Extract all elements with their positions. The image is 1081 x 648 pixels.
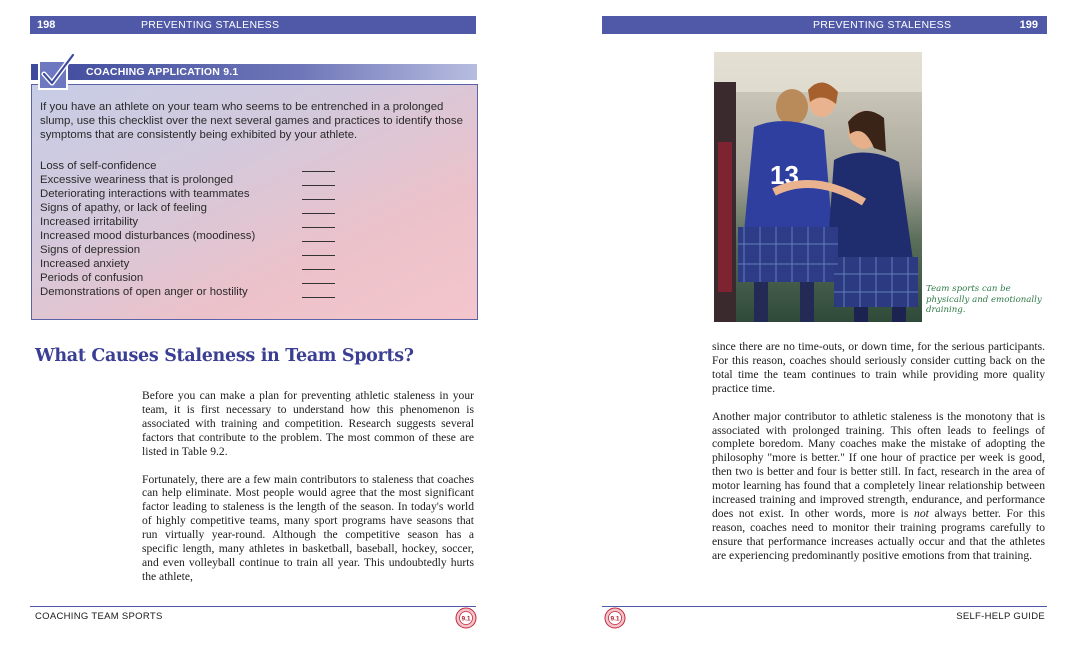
left-body-text <box>142 389 474 598</box>
checklist-item: Deteriorating interactions with teammates <box>40 187 340 201</box>
answer-blank <box>302 297 335 298</box>
left-page <box>30 0 500 648</box>
application-title: COACHING APPLICATION 9.1 <box>86 66 239 78</box>
application-intro: If you have an athlete on your team who seems to be entrenched in a prolonged slump, use this checklist over the next several games and practices to identify those symptoms that are consistently being exhibited by your athlete. <box>40 101 463 141</box>
checklist-item: Demonstrations of open anger or hostility <box>40 285 340 299</box>
checklist-item: Signs of apathy, or lack of feeling <box>40 201 340 215</box>
checkmark-box-icon <box>36 52 76 92</box>
answer-blank <box>302 199 335 200</box>
checklist-item: Excessive weariness that is prolonged <box>40 173 340 187</box>
paragraph: since there are no time-outs, or down time, for the serious participants. For this reason, coaches should seriously consider cutting back on the total time the team continues to train while providing more quality practice time. <box>712 340 1045 395</box>
answer-blank <box>302 241 335 242</box>
chapter-seal-icon <box>455 607 477 629</box>
chapter-seal-icon <box>604 607 626 629</box>
answer-blank <box>302 283 335 284</box>
answer-blank <box>302 213 335 214</box>
right-page-number: 199 <box>1019 19 1038 31</box>
coaching-application-box <box>31 84 478 320</box>
checklist-item: Increased anxiety <box>40 257 340 271</box>
right-footer: SELF-HELP GUIDE <box>956 611 1045 622</box>
paragraph: Another major contributor to athletic staleness is the monotony that is associated with prolonged training. This often leads to feelings of complete boredom. Many coaches make the mistake of adopting the philosophy "more is better." If one hour of practice per week is good, then two is better and four is better still. In fact, research in the area of motor learning has found that a completely linear relationship between increased training and improved strength, endurance, and performance does not exist. In other words, more is not always better. For this reason, coaches need to monitor their training programs carefully to ensure that performance increases actually occur and that the athletes are experiencing predominantly positive emotions from that training. <box>712 409 1046 562</box>
checklist-item: Signs of depression <box>40 243 340 257</box>
right-page <box>602 0 1049 648</box>
right-body-text <box>712 340 1045 577</box>
team-hug-photo <box>714 52 922 322</box>
svg-text:9.1: 9.1 <box>461 615 471 623</box>
checklist-item: Increased mood disturbances (moodiness) <box>40 229 340 243</box>
checklist-item: Loss of self-confidence <box>40 159 340 173</box>
svg-text:9.1: 9.1 <box>610 615 620 623</box>
photo-caption: Team sports can be physically and emotionally draining. <box>926 284 1042 315</box>
symptom-checklist <box>40 159 340 299</box>
paragraph: Fortunately, there are a few main contributors to staleness that coaches can help eliminate. Most people would agree that the most significant factor leading to staleness is the length of the season. In today's world of highly competitive teams, many sport programs have seasons that run virtually year-round. Although the competitive season has a specific length, many athletes in basketball, baseball, hockey, soccer, and even volleyball continue to train all year. This undoubtedly hurts the athlete, <box>142 472 474 583</box>
checklist-item: Increased irritability <box>40 215 340 229</box>
answer-blank <box>302 171 335 172</box>
checklist-item: Periods of confusion <box>40 271 340 285</box>
application-title-bar <box>31 64 477 80</box>
emphasis: not <box>914 506 929 520</box>
left-header-bar <box>30 16 476 34</box>
right-header-bar <box>602 16 1047 34</box>
answer-blank <box>302 255 335 256</box>
left-page-number: 198 <box>37 19 56 31</box>
answer-blank <box>302 227 335 228</box>
answer-blank <box>302 269 335 270</box>
right-running-head: PREVENTING STALENESS <box>813 19 952 31</box>
answer-blank <box>302 185 335 186</box>
svg-text:13: 13 <box>770 160 799 190</box>
right-footer-rule <box>602 606 1047 607</box>
left-running-head: PREVENTING STALENESS <box>141 19 280 31</box>
paragraph: Before you can make a plan for preventing athletic staleness in your team, it is first necessary to understand how this phenomenon is associated with training and competition. Research suggests several factors that contribute to the problem. The most common of these are listed in Table 9.2. <box>142 389 474 458</box>
section-title: What Causes Staleness in Team Sports? <box>35 346 414 366</box>
left-footer-rule <box>30 606 476 607</box>
left-footer: COACHING TEAM SPORTS <box>35 611 163 622</box>
